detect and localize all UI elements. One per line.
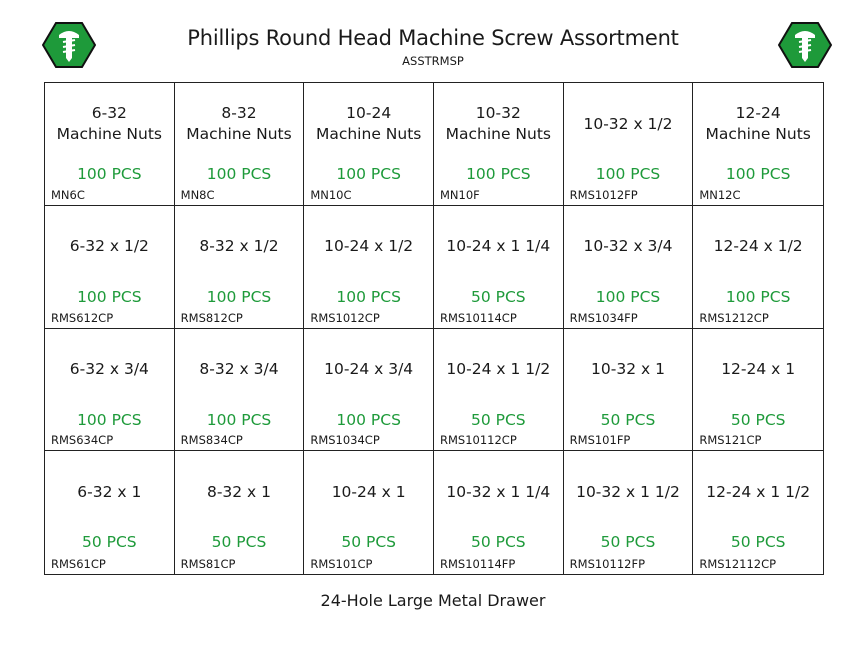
quantity-label: 50 PCS (730, 533, 786, 552)
footer-caption: 24-Hole Large Metal Drawer (320, 591, 546, 610)
item-size: 12-24 x 1/2 (713, 237, 803, 256)
sku-label: RMS10112FP (569, 557, 646, 571)
drawer-compartment (693, 206, 823, 329)
drawer-compartment (45, 206, 175, 329)
item-size: 12-24 x 1 1/2 (706, 482, 811, 501)
quantity-label: 50 PCS (600, 533, 656, 552)
item-description (564, 471, 693, 513)
drawer-compartment (45, 83, 175, 206)
item-description (45, 103, 174, 145)
item-description (434, 103, 563, 145)
sku-label: RMS1034CP (310, 433, 380, 448)
item-description (304, 226, 433, 268)
quantity-label: 50 PCS (470, 287, 526, 306)
item-size: 10-24 x 1 1/4 (446, 237, 551, 256)
quantity-label: 100 PCS (77, 287, 142, 306)
quantity-label: 50 PCS (81, 533, 137, 552)
drawer-compartment (693, 83, 823, 206)
item-description (175, 349, 304, 391)
drawer-compartment (304, 329, 434, 452)
drawer-compartment (564, 329, 694, 452)
item-description (175, 226, 304, 268)
sku-label: RMS1012FP (569, 187, 638, 202)
item-size: 10-32 x 3/4 (583, 237, 673, 256)
sku-label: RMS101FP (569, 433, 631, 448)
drawer-compartment (434, 83, 564, 206)
drawer-compartment (304, 83, 434, 206)
quantity-label: 100 PCS (77, 410, 142, 429)
item-description (564, 226, 693, 268)
drawer-compartment (175, 206, 305, 329)
quantity-label: 100 PCS (595, 165, 661, 183)
drawer-compartment (434, 329, 564, 452)
item-size: 10-24 x 3/4 (324, 360, 414, 378)
drawer-compartment (564, 206, 694, 329)
item-type: Machine Nuts (445, 125, 552, 143)
quantity-label: 100 PCS (206, 165, 272, 183)
sku-label: MN12C (699, 187, 741, 202)
sku-label: MN10C (310, 187, 352, 202)
drawer-compartment (175, 83, 305, 206)
drawer-compartment (45, 451, 175, 574)
sku-label: MN8C (180, 187, 215, 202)
item-size: 10-24 x 1 (331, 482, 406, 501)
quantity-label: 50 PCS (341, 533, 396, 552)
drawer-compartment (304, 206, 434, 329)
item-description (693, 349, 823, 391)
item-type: Machine Nuts (186, 125, 292, 143)
sku-label: RMS1012CP (310, 310, 380, 325)
item-description (434, 471, 563, 513)
drawer-compartment (175, 451, 305, 574)
item-size: 8-32 (221, 104, 257, 122)
item-size: 10-32 x 1 1/2 (576, 482, 680, 501)
sku-label: MN6C (51, 187, 85, 202)
quantity-label: 50 PCS (211, 533, 267, 552)
sku-label: RMS1034FP (569, 310, 638, 325)
item-type: Machine Nuts (56, 125, 163, 143)
item-description (434, 226, 563, 268)
quantity-label: 100 PCS (206, 287, 272, 306)
sku-label: RMS812CP (180, 310, 243, 325)
item-description (564, 349, 693, 391)
item-size: 6-32 x 3/4 (69, 360, 149, 378)
item-description (304, 471, 433, 513)
quantity-label: 100 PCS (725, 165, 791, 183)
sku-label: RMS12112CP (699, 557, 777, 571)
drawer-compartment (564, 451, 694, 574)
quantity-label: 100 PCS (336, 165, 401, 183)
quantity-label: 50 PCS (730, 410, 786, 429)
item-description (434, 349, 563, 391)
drawer-compartment (434, 451, 564, 574)
page-title: Phillips Round Head Machine Screw Assortment (187, 26, 679, 50)
sku-label: MN10F (440, 187, 480, 202)
item-description (693, 226, 823, 268)
item-size: 12-24 x 1 (721, 360, 796, 378)
item-description (175, 471, 304, 513)
quantity-label: 50 PCS (470, 410, 526, 429)
drawer-compartment (693, 329, 823, 452)
drawer-compartment (564, 83, 694, 206)
quantity-label: 100 PCS (206, 410, 272, 429)
sku-label: RMS834CP (180, 433, 243, 448)
quantity-label: 100 PCS (77, 165, 142, 183)
quantity-label: 100 PCS (336, 287, 401, 306)
item-description (693, 103, 823, 145)
quantity-label: 50 PCS (600, 410, 656, 429)
item-size: 10-24 x 1/2 (324, 237, 414, 256)
quantity-label: 100 PCS (595, 287, 661, 306)
item-size: 10-24 x 1 1/2 (446, 360, 551, 378)
item-description (693, 471, 823, 513)
item-size: 10-24 (346, 104, 392, 122)
item-type: Machine Nuts (315, 125, 422, 143)
quantity-label: 100 PCS (336, 410, 401, 429)
item-description (564, 103, 693, 145)
sku-label: RMS10114CP (440, 310, 517, 325)
item-description (304, 103, 433, 145)
item-size: 8-32 x 1/2 (199, 237, 279, 256)
item-description (45, 226, 174, 268)
item-type: Machine Nuts (705, 125, 811, 143)
sku-label: RMS612CP (51, 310, 114, 325)
item-description (45, 471, 174, 513)
drawer-compartment (175, 329, 305, 452)
item-size: 6-32 x 1 (77, 482, 142, 501)
sku-label: RMS61CP (51, 557, 106, 571)
part-number: ASSTRMSP (402, 54, 464, 68)
item-size: 6-32 (91, 104, 127, 122)
drawer-compartment (434, 206, 564, 329)
quantity-label: 50 PCS (470, 533, 526, 552)
drawer-compartment (304, 451, 434, 574)
sku-label: RMS121CP (699, 433, 762, 448)
drawer-grid (44, 82, 824, 575)
sku-label: RMS81CP (180, 557, 236, 571)
sku-label: RMS634CP (51, 433, 114, 448)
sku-label: RMS10114FP (440, 557, 516, 571)
item-size: 12-24 (735, 104, 781, 122)
quantity-label: 100 PCS (466, 165, 531, 183)
item-description (175, 103, 304, 145)
item-size: 10-32 x 1 (591, 360, 665, 378)
sku-label: RMS101CP (310, 557, 373, 571)
item-description (45, 349, 174, 391)
item-size: 10-32 x 1/2 (583, 114, 673, 133)
item-size: 6-32 x 1/2 (69, 237, 149, 256)
sku-label: RMS10112CP (440, 433, 517, 448)
quantity-label: 100 PCS (725, 287, 791, 306)
item-size: 10-32 x 1 1/4 (446, 482, 551, 501)
sku-label: RMS1212CP (699, 310, 769, 325)
item-description (304, 349, 433, 391)
drawer-compartment (45, 329, 175, 452)
item-size: 8-32 x 1 (206, 482, 272, 501)
item-size: 10-32 (475, 104, 521, 122)
item-size: 8-32 x 3/4 (199, 360, 279, 378)
drawer-compartment (693, 451, 823, 574)
